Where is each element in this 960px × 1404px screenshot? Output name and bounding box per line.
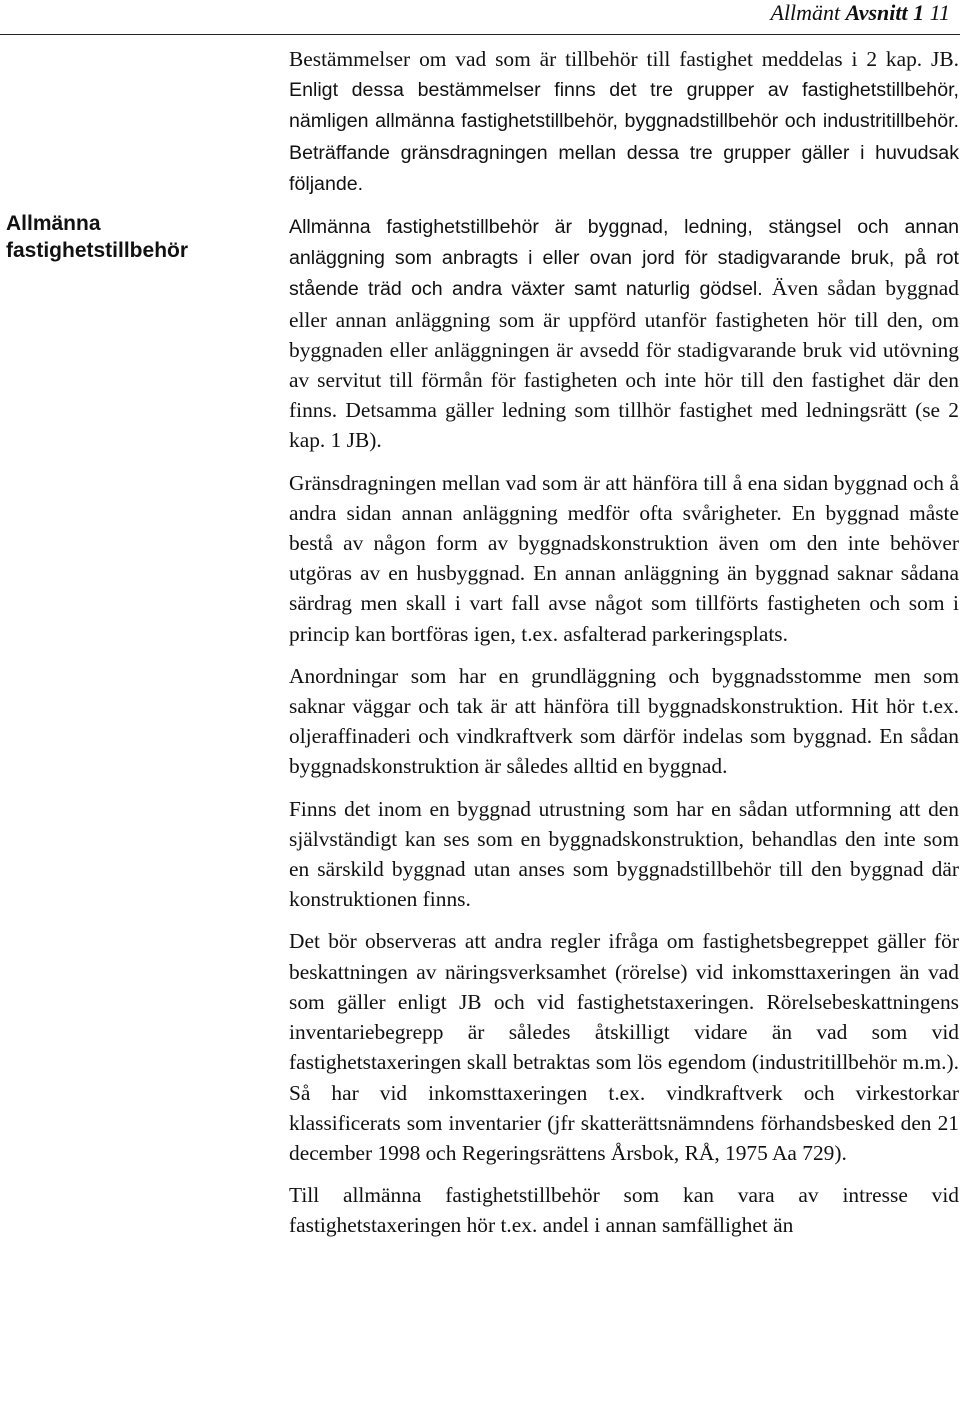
paragraph-1-serif: Bestämmelser om vad som är tillbehör till fastighet meddelas i 2 kap. JB. [289,47,959,71]
paragraph-2-sans: Allmänna fastighetstillbehör är byggnad, ledning, stängsel och annan anläggning som anbragts i eller ovan jord för stadigvarande bruk, på rot stående träd och andra växter samt naturlig gödsel. [289,216,959,301]
paragraph-2-serif-after: JB). [346,428,382,453]
header-prefix: Allmänt [770,0,841,25]
paragraph-4: Anordningar som har en grundläggning och byggnadsstomme men som saknar väggar och tak är att hänföra till byggnadskonstruktion. Hit hör t.ex. oljeraffinaderi och vindkraftverk som därför indelas som byggnad. En sådan byggnadskonstruktion är således alltid en byggnad. [289,663,959,779]
side-heading [6,210,236,264]
paragraph-3: Gränsdragningen mellan vad som är att hänföra till å ena sidan byggnad och å andra sidan annan anläggning medför ofta svårigheter. En byggnad måste bestå av någon form av byggnadskonstruktion även om den inte behöver utgöras av en husbyggnad. En annan anläggning än byggnad saknar sådana särdrag men skall i vart fall avse något som tillförts fastigheten och som i princip kan bortföras igen, t.ex. asfalterad parkeringsplats. [289,470,959,646]
paragraph-1 [289,44,959,199]
side-heading-line-1: Allmänna [6,212,101,235]
paragraph-2 [289,211,959,456]
body-text [289,44,959,1253]
header-rule [0,34,960,35]
side-heading-line-2: fastighetstillbehör [6,239,189,262]
paragraph-6: Det bör observeras att andra regler ifråga om fastighetsbegreppet gäller för beskattningen av näringsverksamhet (rörelse) vid inkomsttaxeringen än vad som gäller enligt JB och vid fastighetstaxeringen. Rörelsebeskattningens inventariebegrepp är således åtskilligt vidare än vad som vid fastighetstaxeringen skall betraktas som lös egendom (industritillbehör m.m.). Så har vid inkomsttaxeringen t.ex. vindkraftverk och virkestorkar klassificerats som inventarier (jfr skatterättsnämndens förhandsbesked den 21 december 1998 och Regeringsrättens Årsbok, RÅ, 1975 Aa 729). [289,929,959,1165]
paragraph-2-serif-before: Även sådan byggnad eller annan anläggning som är uppförd utanför fastigheten hör till den, om byggnaden eller anläggningen är avsedd för stadigvarande bruk vid utövning av servitut till förmån för fastigheten och inte hör till den fastighet där den finns. Detsamma gäller ledning som tillhör fastighet med ledningsrätt (se 2 kap. 1 [289,276,959,453]
header-section-number: 1 [913,0,925,25]
paragraph-5: Finns det inom en byggnad utrustning som har en sådan utformning att den självständigt kan ses som en byggnadskonstruktion, behandlas den inte som en särskild byggnad utan anses som byggnadstillbehör till den byggnad där konstruktionen finns. [289,796,959,912]
paragraph-7: Till allmänna fastighetstillbehör som kan vara av intresse vid fastighetstaxeringen hör t.ex. andel i annan samfällighet än [289,1183,959,1238]
header-section-word: Avsnitt [845,0,908,25]
running-header [771,0,951,26]
header-page-number: 11 [929,0,950,25]
paragraph-1-sans: Enligt dessa bestämmelser finns det tre grupper av fastighetstillbehör, nämligen allmänna fastighetstillbehör, byggnadstillbehör och industritillbehör. Beträffande gränsdragningen mellan dessa tre grupper gäller i huvudsak följande. [289,79,959,195]
